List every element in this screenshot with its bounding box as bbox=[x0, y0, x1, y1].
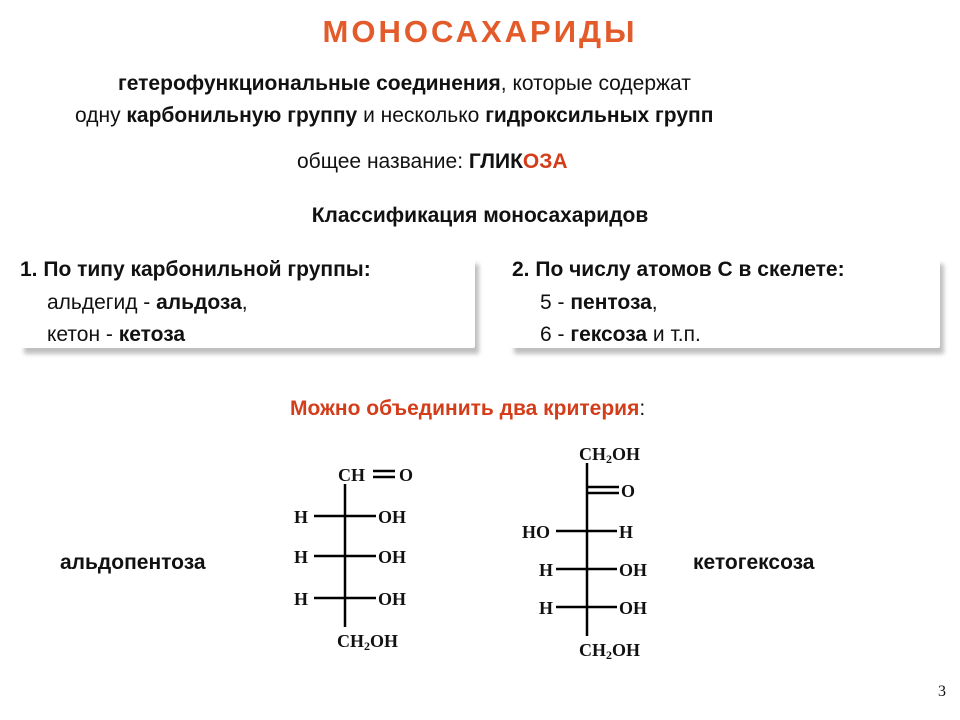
ketohexose-row-2-left: H bbox=[539, 560, 554, 580]
carbonyl-group-term: карбонильную группу bbox=[126, 104, 358, 127]
ketohexose-carbonyl-o: O bbox=[621, 481, 636, 501]
ketose-term: кетоза bbox=[118, 323, 186, 346]
ketohexose-bottom-ch2oh bbox=[579, 640, 640, 663]
definition-text: и несколько bbox=[357, 104, 486, 127]
ketohexose-row-2-right: OH bbox=[619, 560, 648, 580]
formula-part: CH bbox=[337, 631, 364, 651]
general-name-prefix: общее название: bbox=[297, 150, 469, 173]
general-name-suffix: ОЗА bbox=[522, 150, 568, 173]
combine-text: Можно объединить два критерия bbox=[290, 397, 640, 420]
aldopentose-row-1-right: OH bbox=[378, 507, 407, 527]
aldopentose-row-3-right: OH bbox=[378, 589, 407, 609]
criterion-text: , bbox=[651, 291, 658, 314]
aldopentose-row-3-left: H bbox=[294, 589, 309, 609]
aldopentose-bottom-ch2oh bbox=[337, 631, 398, 654]
definition-term: гетерофункциональные соединения bbox=[118, 72, 501, 95]
aldopentose-row-1-left: H bbox=[294, 507, 309, 527]
aldose-term: альдоза bbox=[156, 291, 242, 314]
classification-title: Классификация моносахаридов bbox=[311, 204, 649, 227]
page-number: 3 bbox=[938, 683, 946, 700]
aldopentose-row-2-right: OH bbox=[378, 547, 407, 567]
ketohexose-row-3-right: OH bbox=[619, 598, 648, 618]
formula-subscript: 2 bbox=[364, 639, 370, 653]
aldopentose-label: альдопентоза bbox=[60, 551, 206, 574]
formula-part: OH bbox=[612, 444, 641, 464]
formula-part: CH bbox=[579, 444, 606, 464]
general-name-stem: ГЛИК bbox=[468, 150, 523, 173]
criterion-text: 5 - bbox=[540, 291, 571, 314]
ketohexose-row-1-right: H bbox=[619, 522, 634, 542]
combine-colon: : bbox=[639, 397, 646, 420]
formula-part: OH bbox=[370, 631, 399, 651]
formula-part: CH bbox=[579, 640, 606, 660]
criterion-text: альдегид - bbox=[47, 291, 157, 314]
aldopentose-top-o: O bbox=[399, 465, 414, 485]
formula-part: OH bbox=[612, 640, 641, 660]
aldopentose-top-ch: CH bbox=[338, 465, 365, 485]
formula-subscript: 2 bbox=[606, 452, 612, 466]
criterion-text: и т.п. bbox=[647, 323, 701, 346]
definition-text: одну bbox=[75, 104, 127, 127]
pentose-term: пентоза bbox=[570, 291, 652, 314]
ketohexose-top-ch2oh bbox=[579, 444, 640, 467]
criterion-text: 6 - bbox=[540, 323, 571, 346]
hydroxyl-groups-term: гидроксильных групп bbox=[485, 104, 714, 127]
ketohexose-row-3-left: H bbox=[539, 598, 554, 618]
criterion-1-heading: 1. По типу карбонильной группы: bbox=[20, 258, 371, 281]
criterion-text: , bbox=[241, 291, 248, 314]
criterion-2-heading: 2. По числу атомов С в скелете: bbox=[512, 258, 845, 281]
ketohexose-row-1-left: HO bbox=[522, 522, 551, 542]
definition-text: , которые содержат bbox=[500, 72, 691, 95]
formula-subscript: 2 bbox=[606, 648, 612, 662]
aldopentose-row-2-left: H bbox=[294, 547, 309, 567]
hexose-term: гексоза bbox=[570, 323, 648, 346]
slide-title: МОНОСАХАРИДЫ bbox=[322, 14, 638, 49]
criterion-text: кетон - bbox=[47, 323, 119, 346]
ketohexose-label: кетогексоза bbox=[693, 551, 815, 574]
